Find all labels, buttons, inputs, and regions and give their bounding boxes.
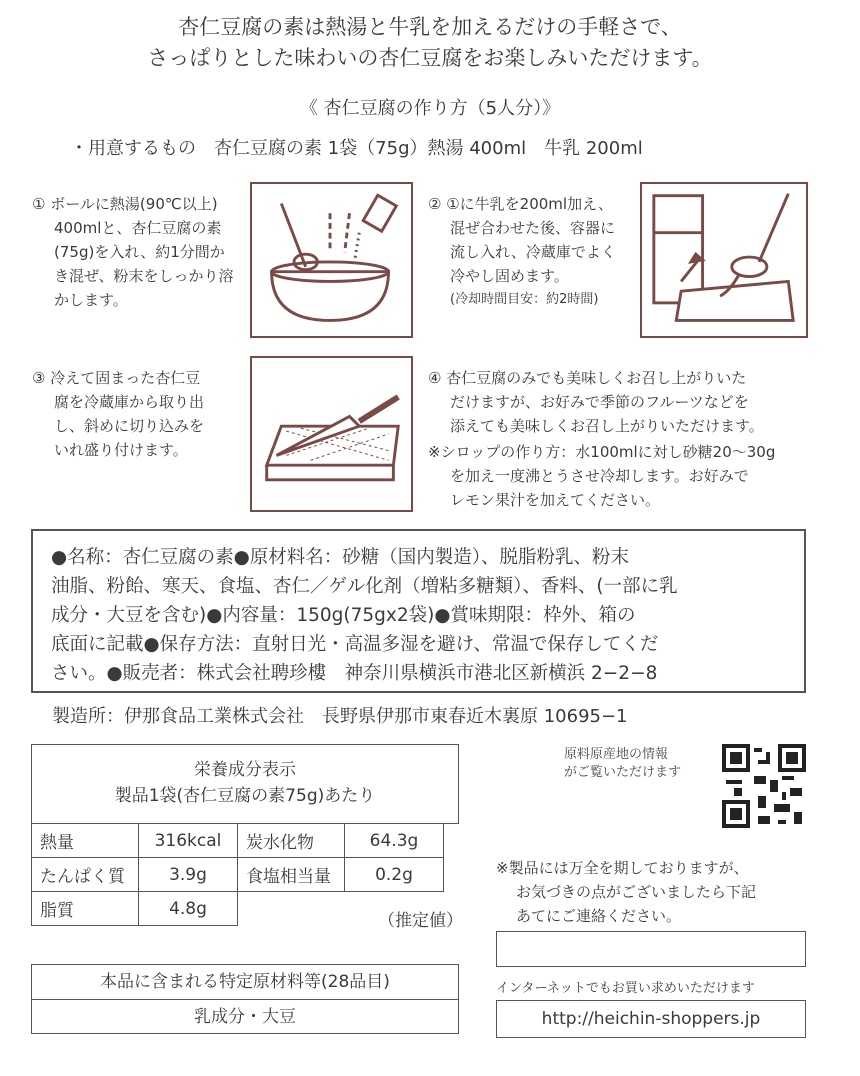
step-1: ① ボールに熱湯(90℃以上) 400mlと、杏仁豆腐の素 (75g)を入れ、約1分間か き混ぜ、粉末をしっかり溶 かします。 [32,195,234,309]
mixing-bowl-illustration [250,182,413,338]
contact-notice: ※製品には万全を期しておりますが、 お気づきの点がございましたら下記 あてにご連絡ください。 [496,859,757,925]
nutrition-subtitle: 製品1袋(杏仁豆腐の素75g)あたり [114,786,376,806]
nutrition-title: 栄養成分表示 [194,760,296,780]
table-row: 脂質 4.8g [32,892,444,926]
whisk-bowl-icon [252,184,411,336]
cutting-illustration [250,356,413,512]
qr-code-icon[interactable] [722,744,806,828]
pour-icon [642,184,806,336]
table-row: 熱量 316kcal 炭水化物 64.3g [32,824,444,858]
allergen-value: 乳成分・大豆 [194,1007,296,1027]
step-number: ② [428,195,442,213]
product-info-box: ●名称：杏仁豆腐の素●原材料名：砂糖（国内製造）、脱脂粉乳、粉末 油脂、粉飴、寒天、食塩、杏仁／ゲル化剤（増粘多糖類）、香料、(一部に乳 成分・大豆を含む)●内容量：150g(75gx2袋)●賞味期限：枠外、箱の 底面に記載●保存方法：直射日光・高温多湿を避け、常温で保存してくだ さい。●販売者：株式会社聘珍樓 神奈川県横浜市港北区新横浜 2−2−8 [31,529,806,693]
intro-line-1: 杏仁豆腐の素は熱湯と牛乳を加えるだけの手軽さで、 [178,15,682,39]
online-label: インターネットでもお買い求めいただけます [496,981,755,996]
syrup-note: ※シロップの作り方：水100mlに対し砂糖20〜30g を加え一度沸とうさせ冷却します。お好みで レモン果汁を加えてください。 [428,443,776,509]
allergen-title: 本品に含まれる特定原材料等(28品目) [32,965,458,1000]
allergen-box [31,964,459,1034]
shop-url-link[interactable]: http://heichin-shoppers.jp [496,1000,806,1038]
knife-icon [252,358,411,510]
step-number: ③ [32,369,46,387]
table-row: たんぱく質 3.9g 食塩相当量 0.2g [32,858,444,892]
step-4: ④ 杏仁豆腐のみでも美味しくお召し上がりいた だけますが、お好みで季節のフルーツなどを 添えても美味しくお召し上がりいただけます。 ※シロップの作り方：水100mlに対し砂糖20〜30g を加え一度沸とうさせ冷却します。お好みで レモン果汁を加えてください。 [428,366,813,512]
recipe-heading: 《 杏仁豆腐の作り方（5人分）》 [299,98,561,119]
origin-info: 原料原産地の情報 がご覧いただけます [564,747,682,780]
step-number: ④ [428,369,442,387]
intro-line-2: さっぱりとした味わいの杏仁豆腐をお楽しみいただけます。 [147,46,713,70]
step-2: ② ①に牛乳を200ml加え、 混ぜ合わせた後、容器に 流し入れ、冷蔵庫でよく 冷やし固めます。 (冷却時間目安：約2時間) [428,195,616,307]
nutrition-header [31,744,459,824]
step-number: ① [32,195,46,213]
intro-text [0,12,860,74]
step-3: ③ 冷えて固まった杏仁豆 腐を冷蔵庫から取り出 し、斜めに切り込みを いれ盛り付けます。 [32,369,205,459]
estimate-note: （推定値） [378,911,463,931]
pour-container-illustration [640,182,808,338]
contact-blank-field [496,931,806,967]
manufacturer-line: 製造所：伊那食品工業株式会社 長野県伊那市東春近木裏原 10695−1 [52,706,628,727]
ingredients-line: ・用意するもの 杏仁豆腐の素 1袋（75g）熱湯 400ml 牛乳 200ml [70,138,643,159]
